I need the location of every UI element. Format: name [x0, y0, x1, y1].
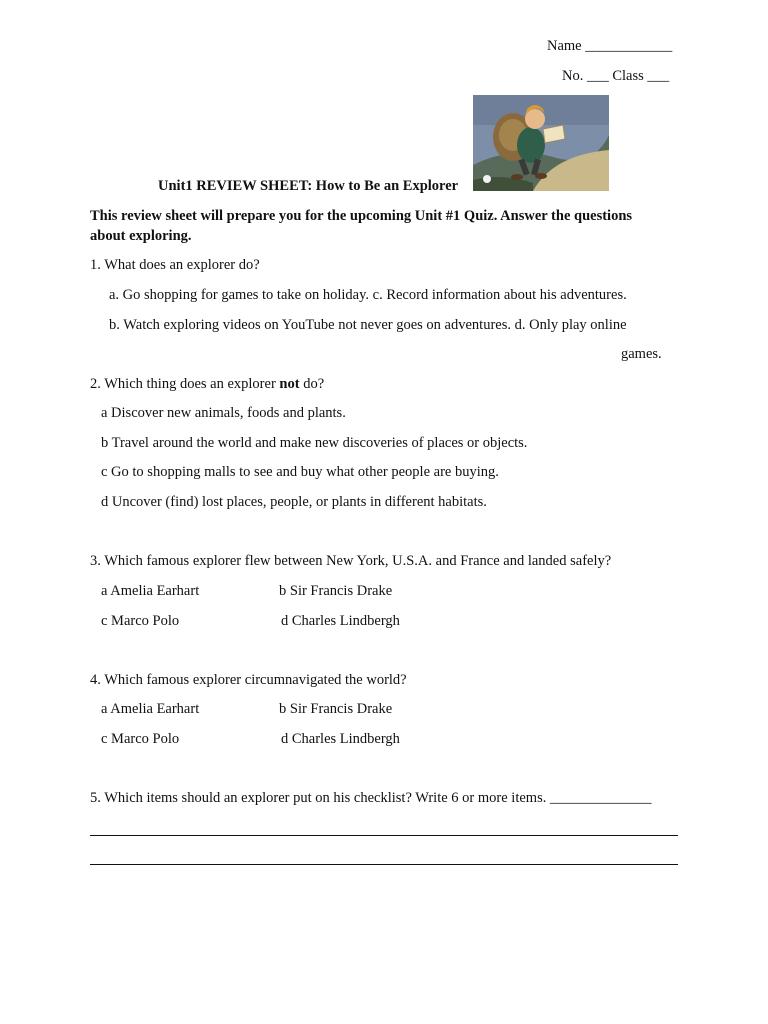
- question-2-prefix: 2. Which thing does an explorer: [90, 376, 280, 392]
- question-3: 3. Which famous explorer flew between New York, U.S.A. and France and landed safely?: [90, 553, 612, 569]
- answer-line-2[interactable]: [90, 864, 678, 865]
- question-3-option-d: d Charles Lindbergh: [281, 613, 400, 629]
- intro-line-1: This review sheet will prepare you for the upcoming Unit #1 Quiz. Answer the questions: [90, 208, 633, 224]
- number-class-field-label: No. ___ Class ___: [562, 68, 670, 84]
- question-4-option-c: c Marco Polo: [101, 731, 180, 747]
- question-2: [90, 375, 324, 393]
- question-3-option-a: a Amelia Earhart: [101, 583, 200, 599]
- question-2-suffix: do?: [299, 376, 325, 392]
- question-5: 5. Which items should an explorer put on his checklist? Write 6 or more items. ______________: [90, 790, 652, 806]
- question-2-option-d: d Uncover (find) lost places, people, or plants in different habitats.: [101, 494, 487, 510]
- question-2-emphasis: not: [279, 376, 300, 392]
- question-1-options-row-2: b. Watch exploring videos on YouTube not never goes on adventures. d. Only play online: [109, 317, 627, 333]
- question-1-options-row-2-continued: games.: [621, 346, 662, 362]
- question-4-option-a: a Amelia Earhart: [101, 701, 200, 717]
- question-4-option-d: d Charles Lindbergh: [281, 731, 400, 747]
- intro-line-2: about exploring.: [90, 228, 192, 244]
- question-1-options-row-1: a. Go shopping for games to take on holiday. c. Record information about his adventures.: [109, 287, 627, 303]
- question-4-option-b: b Sir Francis Drake: [279, 701, 393, 717]
- question-2-option-c: c Go to shopping malls to see and buy what other people are buying.: [101, 464, 499, 480]
- name-field-label: Name ____________: [547, 38, 673, 54]
- question-3-option-b: b Sir Francis Drake: [279, 583, 393, 599]
- question-3-option-c: c Marco Polo: [101, 613, 180, 629]
- question-4: 4. Which famous explorer circumnavigated the world?: [90, 672, 407, 688]
- explorer-cartoon-icon: [473, 95, 609, 191]
- question-1: 1. What does an explorer do?: [90, 257, 260, 273]
- page-title: Unit1 REVIEW SHEET: How to Be an Explorer: [158, 178, 459, 194]
- question-2-option-a: a Discover new animals, foods and plants.: [101, 405, 346, 421]
- question-2-option-b: b Travel around the world and make new discoveries of places or objects.: [101, 435, 528, 451]
- answer-line-1[interactable]: [90, 835, 678, 836]
